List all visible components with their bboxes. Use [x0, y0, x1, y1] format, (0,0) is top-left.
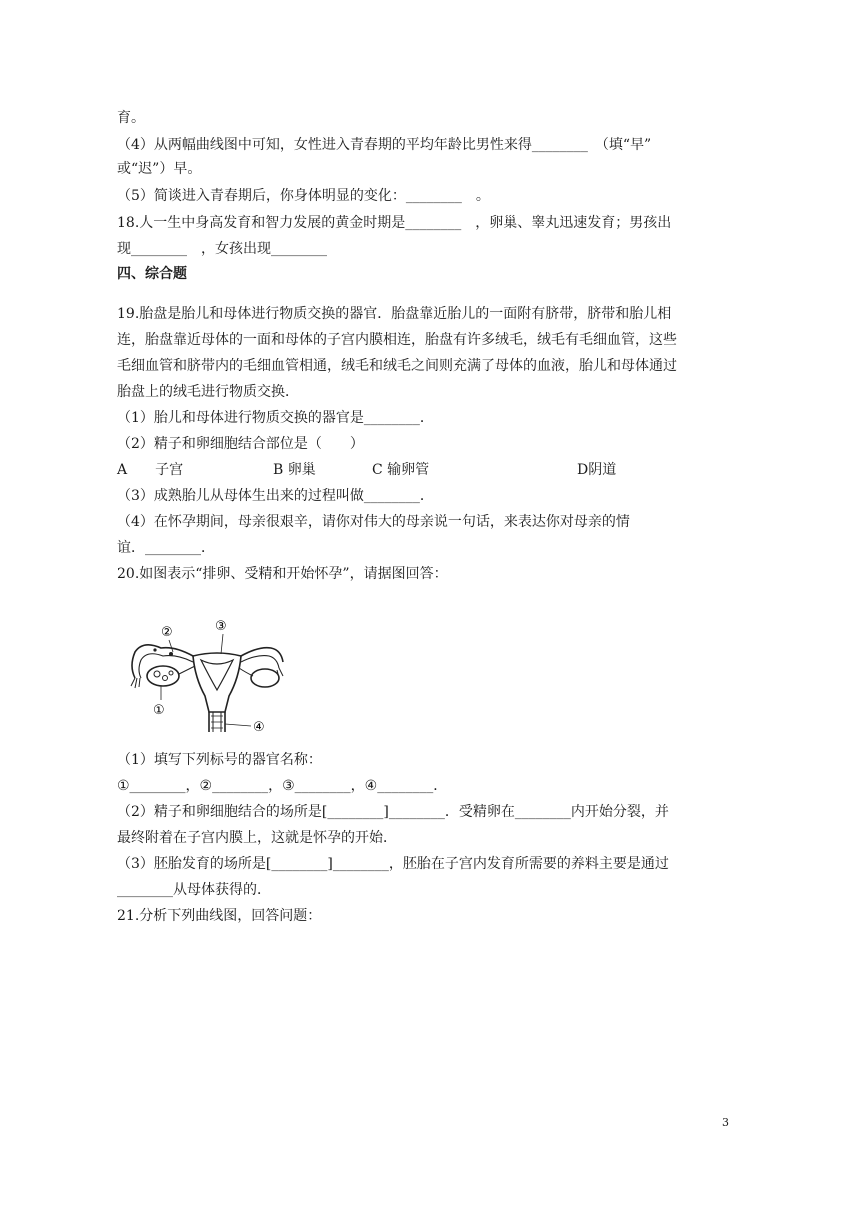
figure-label-3: ③: [215, 619, 227, 634]
question-18: 18.人一生中身高发育和智力发展的黄金时期是________ ，卵巢、睾丸迅速发育；男孩出: [117, 215, 672, 231]
text-line: 最终附着在子宫内膜上，这就是怀孕的开始．: [117, 830, 397, 846]
question-20: 20.如图表示“排卵、受精和开始怀孕”，请据图回答：: [117, 566, 448, 582]
question-20-1: （1）填写下列标号的器官名称：: [117, 752, 322, 768]
choice-options: [117, 460, 737, 480]
option-d: D阴道: [577, 462, 617, 478]
text-line: ①________，②________，③________，④________．: [117, 778, 448, 794]
text-line: 连，胎盘靠近母体的一面和母体的子宫内膜相连，胎盘有许多绒毛，绒毛有毛细血管，这些: [117, 332, 677, 348]
figure-label-2: ②: [161, 625, 173, 640]
text-line: 育。: [117, 110, 145, 126]
question-19: 19.胎盘是胎儿和母体进行物质交换的器官．胎盘靠近胎儿的一面附有脐带，脐带和胎儿相: [117, 306, 672, 322]
text-line: 毛细血管和脐带内的毛细血管相通，绒毛和绒毛之间则充满了母体的血液，胎儿和母体通过: [117, 358, 677, 374]
question-19-4: （4）在怀孕期间，母亲很艰辛，请你对伟大的母亲说一句话，来表达你对母亲的情: [117, 514, 630, 530]
figure-label-4: ④: [253, 720, 265, 735]
option-c: C 输卵管: [372, 462, 430, 478]
question-20-2: （2）精子和卵细胞结合的场所是[________]________．受精卵在________内开始分裂，并: [117, 804, 669, 820]
question-17-5: （5）简谈进入青春期后，你身体明显的变化：________ 。: [117, 188, 490, 204]
text-line: 现________ ，女孩出现________: [117, 241, 327, 257]
question-17-4: （4）从两幅曲线图中可知，女性进入青春期的平均年龄比男性来得________ （填“早”: [117, 137, 652, 153]
text-line: 或“迟”）早。: [117, 161, 202, 177]
text-line: 谊．________．: [117, 540, 215, 556]
question-19-2: （2）精子和卵细胞结合部位是（ ）: [117, 436, 364, 452]
option-a: A 子宫: [117, 462, 184, 478]
option-b: B 卵巢: [273, 462, 316, 478]
figure-label-1: ①: [153, 703, 165, 718]
text-line: ________从母体获得的．: [117, 882, 271, 898]
page-number: 3: [722, 1116, 729, 1129]
uterus-diagram: [125, 616, 285, 738]
question-20-3: （3）胚胎发育的场所是[________]________，胚胎在子宫内发育所需要的养料主要是通过: [117, 856, 669, 872]
question-19-3: （3）成熟胎儿从母体生出来的过程叫做________．: [117, 488, 434, 504]
text-line: 胎盘上的绒毛进行物质交换．: [117, 384, 299, 400]
question-19-1: （1）胎儿和母体进行物质交换的器官是________．: [117, 410, 434, 426]
question-21: 21.分析下列曲线图，回答问题：: [117, 908, 322, 924]
section-heading: 四、综合题: [117, 266, 187, 282]
